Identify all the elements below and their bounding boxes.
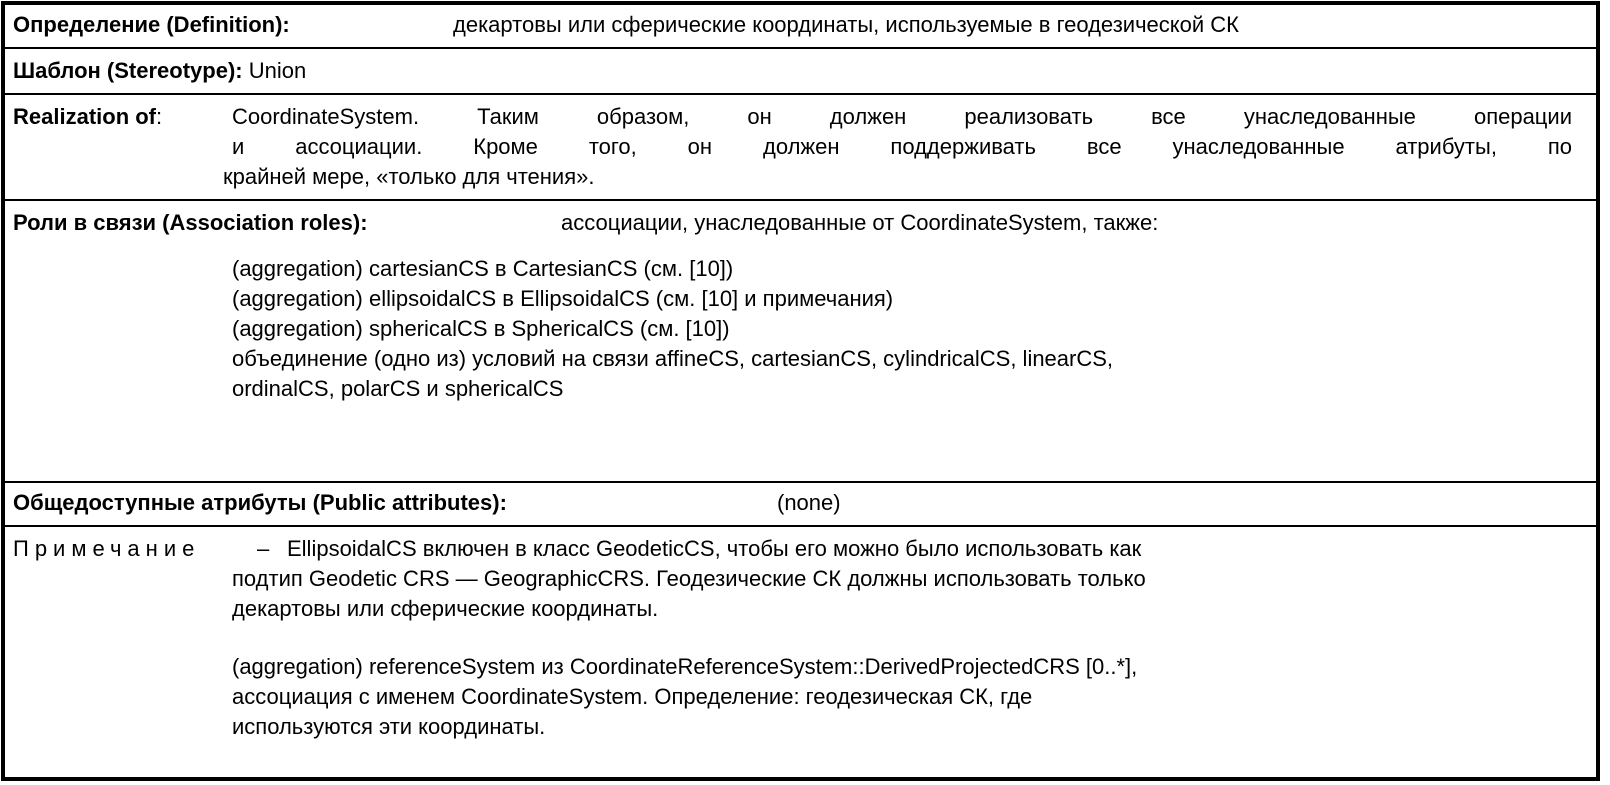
public-attributes-label: Общедоступные атрибуты (Public attributes): xyxy=(13,490,507,515)
association-role-item: (aggregation) sphericalCS в SphericalCS (см. [10]) xyxy=(232,316,730,341)
public-attributes-row xyxy=(5,483,1596,527)
definition-row xyxy=(5,5,1596,49)
note-dash: – xyxy=(257,536,270,561)
realization-text xyxy=(232,102,1572,162)
association-roles-value: ассоциации, унаследованные от CoordinateSystem, также: xyxy=(561,210,1159,235)
stereotype-line xyxy=(13,56,306,86)
realization-label-wrap xyxy=(13,102,162,132)
note-label: Примечание xyxy=(13,536,201,561)
note-paragraph-2-line: (aggregation) referenceSystem из CoordinateReferenceSystem::DerivedProjectedCRS [0..*], xyxy=(232,654,1138,679)
realization-row xyxy=(5,95,1596,201)
realization-line: CoordinateSystem. Таким образом, он должен реализовать все унаследованные операции xyxy=(232,104,1572,129)
stereotype-label: Шаблон (Stereotype): xyxy=(13,58,243,83)
definition-table xyxy=(1,1,1600,781)
note-text xyxy=(232,564,1592,624)
note-paragraph-2 xyxy=(232,652,1592,742)
association-roles-row xyxy=(5,201,1596,483)
realization-line: и ассоциации. Кроме того, он должен поддерживать все унаследованные атрибуты, по xyxy=(232,134,1572,159)
definition-value: декартовы или сферические координаты, используемые в геодезической СК xyxy=(453,12,1239,37)
note-paragraph-2-line: используются эти координаты. xyxy=(232,714,546,739)
realization-label: Realization of xyxy=(13,104,157,129)
association-role-item: ordinalCS, polarCS и sphericalCS xyxy=(232,376,564,401)
definition-label: Определение (Definition): xyxy=(13,12,290,37)
realization-line: крайней мере, «только для чтения». xyxy=(223,164,595,189)
note-row xyxy=(5,527,1596,781)
note-line: подтип Geodetic CRS — GeographicCRS. Геодезические СК должны использовать только xyxy=(232,566,1146,591)
stereotype-row xyxy=(5,49,1596,95)
association-role-item: (aggregation) ellipsoidalCS в EllipsoidalCS (см. [10] и примечания) xyxy=(232,286,894,311)
association-roles-list xyxy=(232,254,1572,404)
public-attributes-value: (none) xyxy=(777,490,841,515)
note-paragraph-2-line: ассоциация с именем CoordinateSystem. Определение: геодезическая СК, где xyxy=(232,684,1033,709)
note-first-line: EllipsoidalCS включен в класс GeodeticCS, чтобы его можно было использовать как xyxy=(287,536,1142,561)
note-line: декартовы или сферические координаты. xyxy=(232,596,659,621)
stereotype-value: Union xyxy=(242,58,307,83)
association-role-item: объединение (одно из) условий на связи affineCS, cartesianCS, cylindricalCS, linearCS, xyxy=(232,346,1114,371)
association-roles-label: Роли в связи (Association roles): xyxy=(13,210,368,235)
association-role-item: (aggregation) cartesianCS в CartesianCS (см. [10]) xyxy=(232,256,734,281)
realization-colon: : xyxy=(156,104,163,129)
